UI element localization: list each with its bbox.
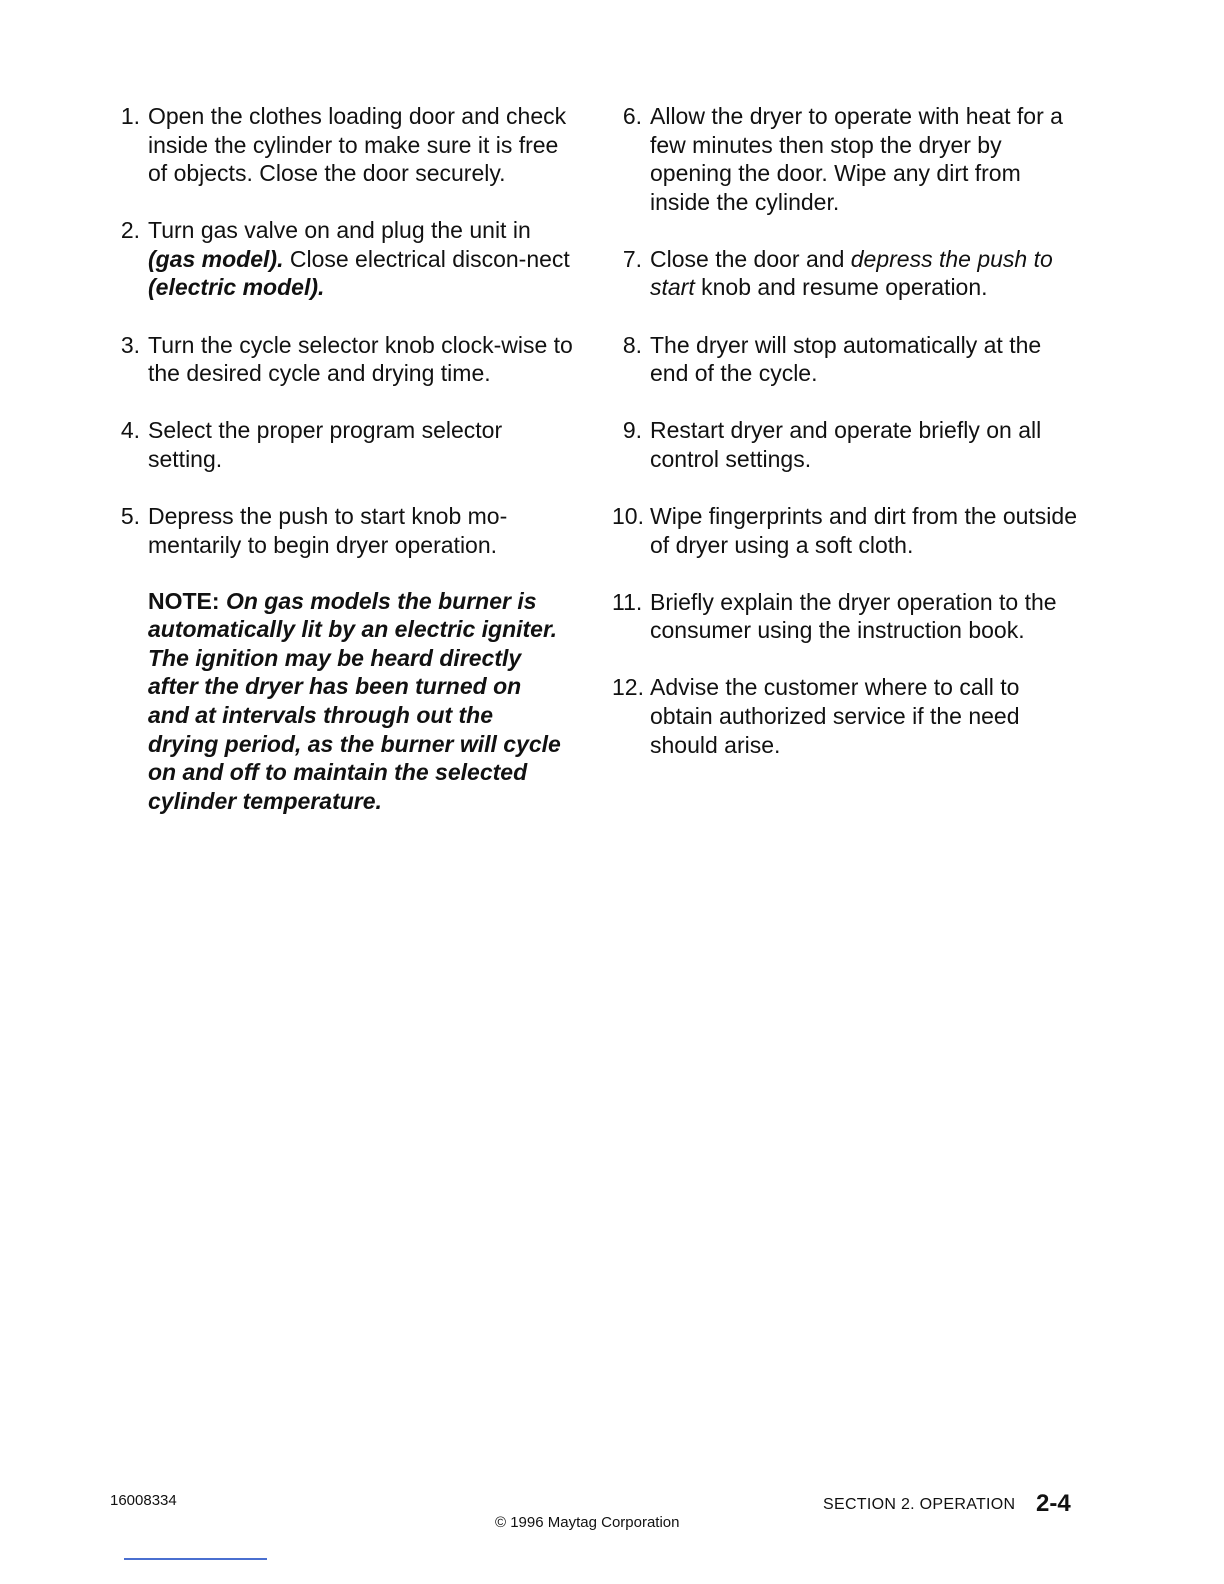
item-text-segment: knob and resume operation.: [694, 274, 988, 301]
note-label: NOTE:: [148, 587, 220, 614]
document-number: 16008334: [110, 1492, 177, 1509]
item-text: [650, 673, 1082, 759]
item-number: 1.: [120, 103, 140, 129]
item-number: 11.: [612, 588, 643, 615]
item-number: 7.: [622, 245, 642, 272]
item-number: 2.: [120, 217, 140, 244]
list-item: [612, 588, 1082, 645]
item-text: [148, 502, 580, 559]
list-item: [110, 216, 580, 302]
item-text-segment: Close electrical discon-nect: [283, 245, 570, 272]
left-column: [110, 102, 580, 815]
item-text-segment: (gas model).: [148, 245, 284, 272]
item-number: 8.: [622, 331, 642, 358]
list-item: [612, 502, 1082, 559]
item-text-segment: Depress the push to start knob mo-mentarily to begin dryer operation.: [148, 502, 508, 558]
note-body: On gas models the burner is automatically lit by an electric igniter. The ignition may be heard directly after the dryer has been turned on and at intervals through out the drying period, as the burner will cycle on and off to maintain the selected cylinder temperature.: [148, 587, 561, 814]
list-item: [110, 102, 580, 188]
item-number: 3.: [120, 331, 140, 358]
item-number: 9.: [622, 417, 642, 444]
item-text-segment: (electric model).: [148, 274, 325, 301]
item-text: [650, 102, 1082, 216]
item-text-segment: Advise the customer where to call to obtain authorized service if the need should arise.: [650, 674, 1020, 758]
item-number: 4.: [120, 417, 140, 444]
list-item: [612, 416, 1082, 473]
item-text-segment: Select the proper program selector setting.: [148, 417, 503, 472]
note-block: [148, 587, 568, 816]
item-text: [148, 331, 580, 388]
item-number: 5.: [120, 502, 140, 529]
item-text: [148, 216, 580, 302]
item-text-segment: Restart dryer and operate briefly on all control settings.: [650, 417, 1042, 472]
item-number: 10.: [612, 502, 644, 529]
item-number: 6.: [622, 103, 642, 129]
item-text: [650, 331, 1082, 388]
item-text: [650, 588, 1082, 645]
item-text: [650, 416, 1082, 473]
item-text-segment: Briefly explain the dryer operation to the consumer using the instruction book.: [650, 588, 1057, 644]
item-text-segment: Open the clothes loading door and check inside the cylinder to make sure it is free of objects. Close the door securely.: [148, 103, 567, 187]
item-text: [650, 245, 1082, 302]
list-item: [612, 331, 1082, 388]
item-text: [148, 416, 580, 473]
list-item: [612, 102, 1082, 216]
list-item: [110, 416, 580, 473]
item-text: [650, 502, 1082, 559]
item-text-segment: depress the push to start: [650, 245, 1053, 301]
item-text-segment: Allow the dryer to operate with heat for a few minutes then stop the dryer by opening the door. Wipe any dirt from inside the cylinder.: [650, 103, 1063, 215]
item-text: [148, 102, 580, 188]
section-label: SECTION 2. OPERATION: [823, 1496, 1016, 1513]
decorative-underline: [124, 1558, 267, 1560]
item-number: 12.: [612, 674, 644, 701]
list-item: [110, 502, 580, 559]
list-item: [110, 331, 580, 388]
item-text-segment: Turn gas valve on and plug the unit in: [148, 217, 531, 244]
item-text-segment: Wipe fingerprints and dirt from the outside of dryer using a soft cloth.: [650, 502, 1077, 558]
page-number: 2-4: [1036, 1490, 1071, 1517]
list-item: [612, 245, 1082, 302]
item-text-segment: The dryer will stop automatically at the end of the cycle.: [650, 331, 1042, 387]
right-column: [612, 102, 1082, 788]
item-text-segment: Close the door and: [650, 245, 851, 272]
list-item: [612, 673, 1082, 759]
copyright-notice: © 1996 Maytag Corporation: [495, 1514, 680, 1531]
item-text-segment: Turn the cycle selector knob clock-wise to the desired cycle and drying time.: [148, 331, 573, 387]
